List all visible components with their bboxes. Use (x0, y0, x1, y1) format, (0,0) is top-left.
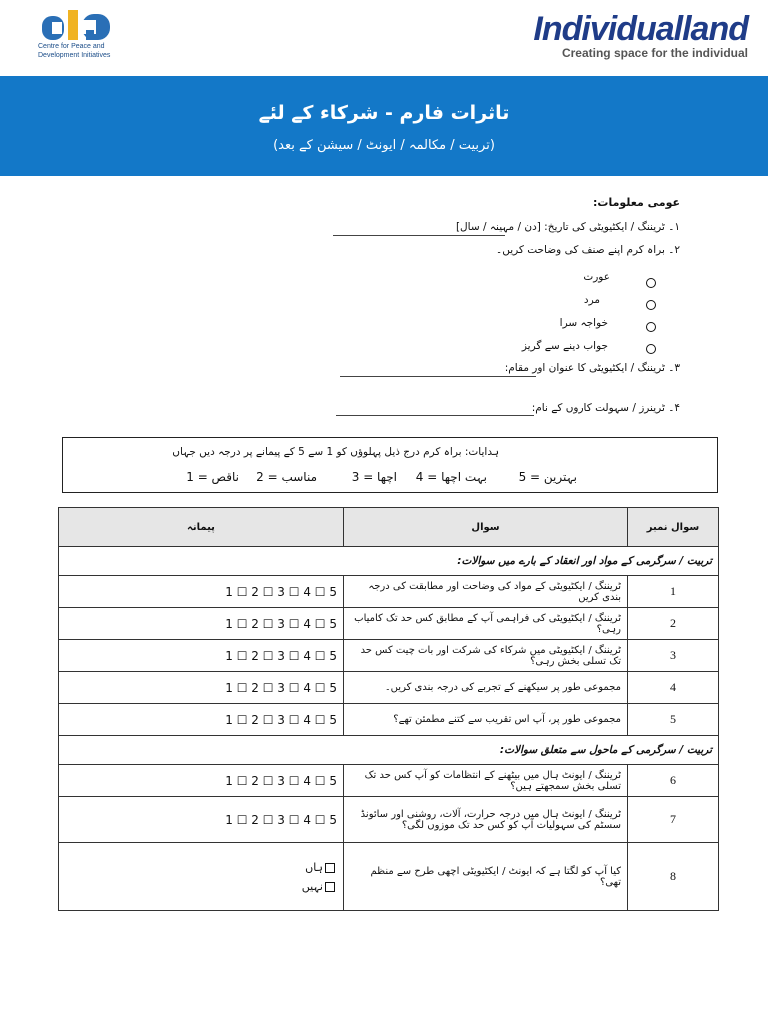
table-row (59, 576, 719, 608)
cpdi-name-line1: Centre for Peace and (38, 43, 105, 50)
col-question-header: سوال (344, 508, 628, 547)
table-row (59, 843, 719, 911)
section-row (59, 547, 719, 576)
table-row (59, 640, 719, 672)
trainers-question: ۴۔ ٹرینرز / سہولت کاروں کے نام: (531, 402, 680, 414)
question-text-2: ٹریننگ / ایکٹیویٹی کی فراہمی آپ کے مطابق کس حد تک کامیاب رہی؟ (344, 608, 628, 640)
yes-label: ہاں (305, 860, 323, 874)
yes-checkbox-icon[interactable] (325, 863, 335, 873)
feedback-table (58, 507, 719, 911)
table-header-row (59, 508, 719, 547)
form-title: تاثرات فارم - شرکاء کے لئے (258, 102, 510, 124)
title-banner (0, 76, 768, 176)
rating-1: ناقص = 1 (186, 470, 239, 484)
date-answer-line[interactable] (333, 234, 505, 236)
form-subtitle: (تربیت / مکالمہ / ایونٹ / سیشن کے بعد) (273, 138, 495, 153)
no-option[interactable] (65, 880, 337, 893)
table-row (59, 704, 719, 736)
date-question: ۱۔ ٹریننگ / ایکٹیویٹی کی تاریخ: [دن / مہینہ / سال] (455, 221, 680, 233)
brand-tagline: Creating space for the individual (561, 46, 748, 60)
question-number-3: 3 (628, 640, 719, 672)
rating-3: اچھا = 3 (351, 470, 397, 484)
gender-option-transgender: خواجہ سرا (559, 317, 608, 329)
no-checkbox-icon[interactable] (325, 882, 335, 892)
cpdi-logo-mark (42, 8, 118, 42)
no-label: نہیں (301, 879, 323, 893)
rating-checkboxes-q7[interactable]: 1 ☐ 2 ☐ 3 ☐ 4 ☐ 5 (59, 797, 344, 843)
question-number-1: 1 (628, 576, 719, 608)
gender-option-prefer-not: جواب دینے سے گریز (521, 340, 608, 352)
col-number-header: سوال نمبر (628, 508, 719, 547)
gender-option-woman: عورت (583, 271, 610, 283)
cpdi-name-line2: Development Initiatives (38, 52, 111, 59)
col-scale-header: پیمانہ (59, 508, 344, 547)
table-row (59, 765, 719, 797)
table-row (59, 797, 719, 843)
cpdi-name (38, 42, 110, 60)
question-number-8: 8 (628, 843, 719, 911)
rating-5: بہترین = 5 (518, 470, 577, 484)
general-info-heading: عومی معلومات: (593, 196, 680, 209)
gender-question: ۲۔ براہ کرم اپنے صنف کی وضاحت کریں۔ (496, 244, 680, 256)
rating-checkboxes-q2[interactable]: 1 ☐ 2 ☐ 3 ☐ 4 ☐ 5 (59, 608, 344, 640)
question-number-5: 5 (628, 704, 719, 736)
question-text-6: ٹریننگ / ایونٹ ہال میں بیٹھنے کے انتظامات کو آپ کس حد تک تسلی بخش سمجھتے ہیں؟ (344, 765, 628, 797)
yes-option[interactable] (65, 861, 337, 874)
question-text-3: ٹریننگ / ایکٹیویٹی میں شرکاء کی شرکت اور بات چیت کس حد تک تسلی بخش رہی؟ (344, 640, 628, 672)
question-text-1: ٹریننگ / ایکٹیویٹی کے مواد کی وضاحت اور مطابقت کی درجہ بندی کریں (344, 576, 628, 608)
rating-checkboxes-q6[interactable]: 1 ☐ 2 ☐ 3 ☐ 4 ☐ 5 (59, 765, 344, 797)
individualland-logo (533, 12, 748, 60)
question-text-5: مجموعی طور پر، آپ اس تقریب سے کتنے مطمئن تھے؟ (344, 704, 628, 736)
rating-checkboxes-q5[interactable]: 1 ☐ 2 ☐ 3 ☐ 4 ☐ 5 (59, 704, 344, 736)
gender-option-man: مرد (583, 294, 600, 306)
instructions-text: ہدایات: براہ کرم درج ذیل پہلوؤں کو 1 سے 5 کے پیمانے پر درجہ دیں جہاں (172, 446, 499, 458)
section-environment-title: تربیت / سرگرمی کے ماحول سے متعلق سوالات: (59, 736, 719, 765)
yes-no-options (59, 843, 344, 911)
gender-radio-man[interactable] (646, 300, 656, 310)
question-number-2: 2 (628, 608, 719, 640)
instructions-box (62, 437, 718, 493)
rating-4: بہت اچھا = 4 (415, 470, 487, 484)
question-text-4: مجموعی طور پر سیکھنے کے تجربے کی درجہ بندی کریں۔ (344, 672, 628, 704)
gender-radio-prefer-not[interactable] (646, 344, 656, 354)
trainers-answer-line[interactable] (336, 414, 534, 416)
table-row (59, 672, 719, 704)
cpdi-logo (42, 8, 118, 44)
title-venue-question: ۳۔ ٹریننگ / ایکٹیویٹی کا عنوان اور مقام: (504, 362, 680, 374)
rating-checkboxes-q1[interactable]: 1 ☐ 2 ☐ 3 ☐ 4 ☐ 5 (59, 576, 344, 608)
question-text-8: کیا آپ کو لگتا ہے کہ ایونٹ / ایکٹیویٹی اچھی طرح سے منظم تھی؟ (344, 843, 628, 911)
section-content-title: تربیت / سرگرمی کے مواد اور انعقاد کے بارے میں سوالات: (59, 547, 719, 576)
gender-radio-woman[interactable] (646, 278, 656, 288)
rating-checkboxes-q3[interactable]: 1 ☐ 2 ☐ 3 ☐ 4 ☐ 5 (59, 640, 344, 672)
table-row (59, 608, 719, 640)
question-number-6: 6 (628, 765, 719, 797)
brand-name: Individualland (533, 10, 748, 48)
section-row (59, 736, 719, 765)
rating-2: مناسب = 2 (256, 470, 317, 484)
question-text-7: ٹریننگ / ایونٹ ہال میں درجہ حرارت، آلات، روشنی اور سائونڈ سسٹم کی سہولیات آپ کو کس حد تک موزوں لگی؟ (344, 797, 628, 843)
rating-checkboxes-q4[interactable]: 1 ☐ 2 ☐ 3 ☐ 4 ☐ 5 (59, 672, 344, 704)
title-venue-answer-line[interactable] (340, 375, 536, 377)
question-number-7: 7 (628, 797, 719, 843)
gender-radio-transgender[interactable] (646, 322, 656, 332)
question-number-4: 4 (628, 672, 719, 704)
